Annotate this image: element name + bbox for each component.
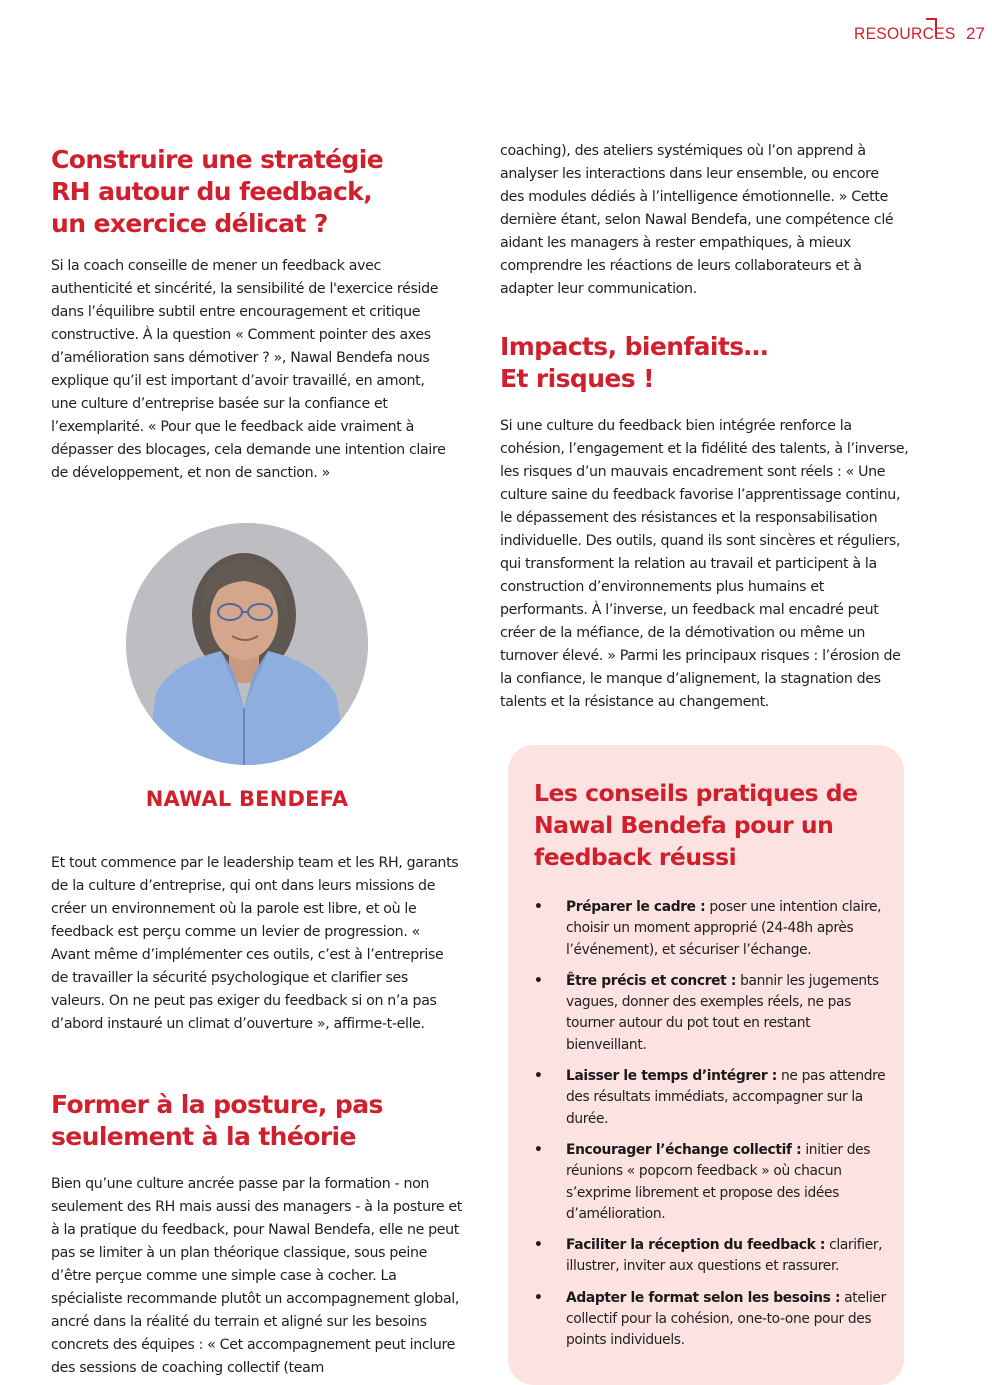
tips-box bbox=[508, 745, 904, 1385]
tip-label: Adapter le format selon les besoins : bbox=[566, 1289, 841, 1306]
tip-label: Encourager l’échange collectif : bbox=[566, 1141, 802, 1158]
bullet-icon: • bbox=[534, 899, 543, 915]
heading-strategie-rh: Construire une stratégie RH autour du feedback, un exercice délicat ? bbox=[51, 145, 384, 238]
tip-text: clarifier, illustrer, inviter aux questions et rassurer. bbox=[566, 1237, 883, 1275]
tip-item bbox=[530, 897, 890, 961]
paragraph-leadership: Et tout commence par le leadership team et les RH, garants de la culture d’entreprise, qui ont dans leurs missions de créer un environnement où la parole est libre, et où le feedback est perçu comme un levier de progression. « Avant même d’implémenter ces outils, c’est à l’entreprise de travailler la sécurité psychologique et clarifier ses valeurs. On ne peut pas exiger du feedback si on n’a pas d’abord instauré un climat d’ouverture », affirme-t-elle. bbox=[51, 855, 459, 1032]
section-label: RESOURCES bbox=[854, 24, 956, 43]
tips-list bbox=[530, 897, 890, 1362]
heading-impacts: Impacts, bienfaits… Et risques ! bbox=[500, 332, 768, 393]
tip-text: ne pas attendre des résultats immédiats, accompagner sur la durée. bbox=[566, 1068, 886, 1127]
tip-item bbox=[530, 1140, 890, 1225]
bullet-icon: • bbox=[534, 1237, 543, 1254]
portrait-illustration bbox=[126, 523, 368, 765]
paragraph-impacts: Si une culture du feedback bien intégrée renforce la cohésion, l’engagement et la fidélité des talents, à l’inverse, les risques d’un mauvais encadrement sont réels : « Une culture saine du feedback favorise l’apprentissage continu, le dépassement des résistances et la responsabilisation individuelle. Des outils, quand ils sont sincères et réguliers, qui transforment la relation au travail et participent à la construction d’environnements plus humains et performants. À l’inverse, un feedback mal encadré peut créer de la méfiance, de la démotivation ou même un turnover élevé. » Parmi les principaux risques : l’érosion de la confiance, le manque d’alignement, la stagnation des talents et la résistance au changement. bbox=[500, 418, 909, 710]
paragraph-former-posture: Bien qu’une culture ancrée passe par la formation - non seulement des RH mais aussi des managers - à la posture et à la pratique du feedback, pour Nawal Bendefa, elle ne peut pas se limiter à un plan théorique classique, sous peine d’être perçue comme une simple case à cocher. La spécialiste recommande plutôt un accompagnement global, ancré dans la réalité du terrain et aligné sur les besoins concrets des équipes : « Cet accompagnement peut inclure des sessions de coaching collectif (team bbox=[51, 1176, 463, 1376]
tip-label: Faciliter la réception du feedback : bbox=[566, 1237, 826, 1254]
tip-item bbox=[530, 1066, 890, 1130]
paragraph-strategie-rh: Si la coach conseille de mener un feedback avec authenticité et sincérité, la sensibilité de l'exercice réside dans l’équilibre subtil entre encouragement et critique constructive. À la question « Comment pointer des axes d’amélioration sans démotiver ? », Nawal Bendefa nous explique qu’il est important d’avoir travaillé, en amont, une culture d’entreprise basée sur la confiance et l’exemplarité. « Pour que le feedback aide vraiment à dépasser des blocages, cela demande une intention claire de développement, et non de sanction. » bbox=[51, 258, 446, 481]
tip-text: poser une intention claire, choisir un moment approprié (24-48h après l’événement), et sécuriser l’échange. bbox=[566, 899, 882, 958]
tip-label: Préparer le cadre : bbox=[566, 899, 706, 915]
page-header bbox=[832, 18, 992, 48]
tip-label: Laisser le temps d’intégrer : bbox=[566, 1068, 777, 1085]
tip-text: atelier collectif pour la cohésion, one-to-one pour des points individuels. bbox=[566, 1289, 886, 1349]
page-number: 27 bbox=[966, 24, 985, 43]
paragraph-coaching-continued: coaching), des ateliers systémiques où l’on apprend à analyser les interactions dans leur ensemble, ou encore des modules dédiés à l’intelligence émotionnelle. » Cette dernière étant, selon Nawal Bendefa, une compétence clé aidant les managers à rester empathiques, à mieux comprendre les réactions de leurs collaborateurs et à adapter leur communication. bbox=[500, 143, 894, 297]
corner-bracket-icon bbox=[926, 18, 937, 37]
portrait-name: NAWAL BENDEFA bbox=[145, 787, 349, 811]
tip-item bbox=[530, 971, 890, 1056]
bullet-icon: • bbox=[534, 972, 543, 989]
tip-label: Être précis et concret : bbox=[566, 972, 737, 989]
bullet-icon: • bbox=[534, 1289, 543, 1306]
heading-former-posture: Former à la posture, pas seulement à la théorie bbox=[51, 1090, 383, 1151]
tip-item bbox=[530, 1288, 890, 1352]
tip-text: bannir les jugements vagues, donner des exemples réels, ne pas tourner autour du pot tout en restant bienveillant. bbox=[566, 972, 879, 1053]
tips-title: Les conseils pratiques de Nawal Bendefa pour un feedback réussi bbox=[534, 779, 858, 871]
portrait-photo bbox=[126, 523, 368, 765]
bullet-icon: • bbox=[534, 1068, 543, 1085]
bullet-icon: • bbox=[534, 1141, 543, 1158]
tip-text: initier des réunions « popcorn feedback » où chacun s’exprime librement et propose des idées d’amélioration. bbox=[566, 1141, 871, 1222]
tip-item bbox=[530, 1235, 890, 1278]
